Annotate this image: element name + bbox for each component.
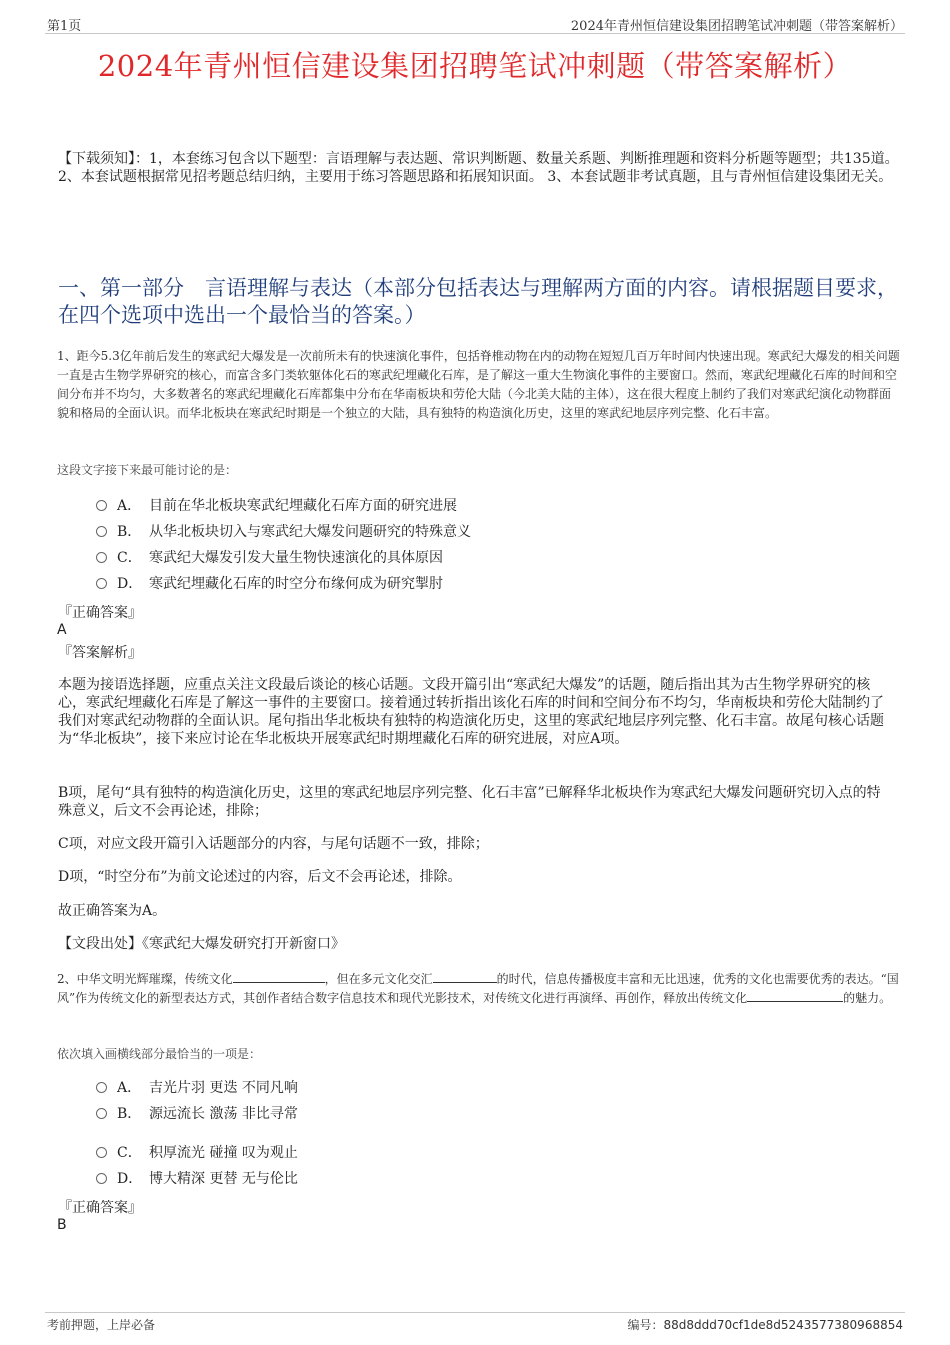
- option-text: 积厚流光 碰撞 叹为观止: [149, 1145, 298, 1161]
- question-1-analysis-label: 『答案解析』: [58, 645, 142, 661]
- radio-icon[interactable]: [96, 578, 107, 589]
- footer-code-label: 编号：: [627, 1318, 664, 1332]
- question-1-option-d[interactable]: [96, 574, 443, 594]
- option-letter: D．: [117, 1171, 143, 1187]
- question-1-analysis-paragraph: C项，对应文段开篇引入话题部分的内容，与尾句话题不一致，排除；: [58, 836, 489, 852]
- stem-text: ，但在多元文化交汇: [324, 972, 433, 986]
- option-letter: B．: [117, 1106, 142, 1122]
- question-1-answer-label: 『正确答案』: [58, 605, 142, 621]
- question-2-option-a[interactable]: [96, 1078, 298, 1098]
- question-1-option-b[interactable]: [96, 522, 471, 542]
- footer-slogan: 考前押题，上岸必备: [47, 1318, 156, 1332]
- question-2-answer: B: [57, 1217, 67, 1233]
- question-1-prompt: 这段文字接下来最可能讨论的是：: [57, 463, 238, 477]
- footer-code: [627, 1316, 903, 1333]
- question-1-analysis-paragraph: 故正确答案为A。: [58, 903, 167, 919]
- radio-icon[interactable]: [96, 1082, 107, 1093]
- page-header: [45, 13, 905, 34]
- question-2-option-d[interactable]: [96, 1169, 298, 1189]
- stem-text: 的时代，信息传播极度丰富和无比迅速，优秀的文化也需要优秀的表达。“国风”作为传统文化的新型表达方式，其创作者结合数字信息技术和现代光影技术，对传统文化进行再演绎、再创作，释放出传统文化: [57, 972, 899, 1005]
- option-letter: B．: [117, 524, 142, 540]
- document-title: 2024年青州恒信建设集团招聘笔试冲刺题（带答案解析）: [97, 49, 853, 83]
- question-1-answer: A: [57, 622, 67, 638]
- radio-icon[interactable]: [96, 1173, 107, 1184]
- radio-icon[interactable]: [96, 526, 107, 537]
- option-text: 吉光片羽 更迭 不同凡响: [149, 1080, 298, 1096]
- option-text: 源远流长 激荡 非比寻常: [149, 1106, 298, 1122]
- question-2-option-c[interactable]: [96, 1143, 298, 1163]
- option-letter: A．: [117, 498, 142, 514]
- page-footer: [45, 1312, 905, 1332]
- option-text: 目前在华北板块寒武纪埋藏化石库方面的研究进展: [149, 498, 457, 514]
- radio-icon[interactable]: [96, 552, 107, 563]
- question-1-stem: 1、距今5.3亿年前后发生的寒武纪大爆发是一次前所未有的快速演化事件，包括脊椎动物在内的动物在短短几百万年时间内快速出现。寒武纪大爆发的相关问题一直是古生物学界研究的核心，而富含多门类软躯体化石的寒武纪埋藏化石库，是了解这一重大生物演化事件的主要窗口。然而，寒武纪埋藏化石库的时间和空间分布并不均匀，大多数著名的寒武纪埋藏化石库都集中分布在华南板块和劳伦大陆（今北美大陆的主体），这在很大程度上制约了我们对寒武纪演化动物群面貌和格局的全面认识。而华北板块在寒武纪时期是一个独立的大陆，具有独特的构造演化历史，这里的寒武纪地层序列完整、化石丰富。: [57, 349, 900, 420]
- question-2-prompt: 依次填入画横线部分最恰当的一项是：: [57, 1047, 262, 1061]
- option-text: 博大精深 更替 无与伦比: [149, 1171, 298, 1187]
- question-1-source: 【文段出处】《寒武纪大爆发研究打开新窗口》: [58, 936, 345, 952]
- fill-blank[interactable]: [233, 970, 325, 983]
- question-1-analysis-paragraph: D项，“时空分布”为前文论述过的内容，后文不会再论述，排除。: [58, 869, 462, 885]
- option-text: 寒武纪大爆发引发大量生物快速演化的具体原因: [149, 550, 443, 566]
- radio-icon[interactable]: [96, 500, 107, 511]
- question-1-analysis-paragraph: 本题为接语选择题，应重点关注文段最后谈论的核心话题。文段开篇引出“寒武纪大爆发”的话题，随后指出其为古生物学界研究的核心，寒武纪埋藏化石库是了解这一事件的主要窗口。接着通过转折指出该化石库的时间和空间分布不均匀，华南板块和劳伦大陆制约了我们对寒武纪动物群的全面认识。尾句指出华北板块有独特的构造演化历史，这里的寒武纪地层序列完整、化石丰富。故尾句核心话题为“华北板块”，接下来应讨论在华北板块开展寒武纪时期埋藏化石库的研究进展，对应A项。: [58, 677, 884, 747]
- question-2-answer-label: 『正确答案』: [58, 1200, 142, 1216]
- radio-icon[interactable]: [96, 1108, 107, 1119]
- download-notice: 【下载须知】：1，本套练习包含以下题型：言语理解与表达题、常识判断题、数量关系题、判断推理题和资料分析题等题型；共135道。 2、本套试题根据常见招考题总结归纳，主要用于练习答题思路和拓展知识面。 3、本套试题非考试真题，且与青州恒信建设集团无关。: [58, 151, 899, 185]
- stem-text: 2、中华文明光辉璀璨，传统文化: [57, 972, 233, 986]
- question-2-option-b[interactable]: [96, 1104, 298, 1124]
- fill-blank[interactable]: [433, 970, 497, 983]
- question-1-option-a[interactable]: [96, 496, 457, 516]
- option-text: 从华北板块切入与寒武纪大爆发问题研究的特殊意义: [149, 524, 471, 540]
- option-text: 寒武纪埋藏化石库的时空分布缘何成为研究掣肘: [149, 576, 443, 592]
- option-letter: C．: [117, 1145, 142, 1161]
- question-1-option-c[interactable]: [96, 548, 443, 568]
- stem-text: 的魅力。: [843, 991, 892, 1005]
- option-letter: C．: [117, 550, 142, 566]
- section-heading: 一、第一部分 言语理解与表达（本部分包括表达与理解两方面的内容。请根据题目要求，在四个选项中选出一个最恰当的答案。）: [58, 276, 898, 327]
- footer-code-value: 88d8ddd70cf1de8d5243577380968854: [663, 1318, 903, 1332]
- question-1-analysis-paragraph: B项，尾句“具有独特的构造演化历史，这里的寒武纪地层序列完整、化石丰富”已解释华北板块作为寒武纪大爆发问题研究切入点的特殊意义，后文不会再论述，排除；: [58, 785, 881, 819]
- option-letter: D．: [117, 576, 143, 592]
- radio-icon[interactable]: [96, 1147, 107, 1158]
- fill-blank[interactable]: [747, 989, 843, 1002]
- page-number: 第1页: [47, 19, 82, 34]
- option-letter: A．: [117, 1080, 142, 1096]
- header-doc-title: 2024年青州恒信建设集团招聘笔试冲刺题（带答案解析）: [570, 19, 903, 34]
- question-2-stem: [57, 970, 902, 1008]
